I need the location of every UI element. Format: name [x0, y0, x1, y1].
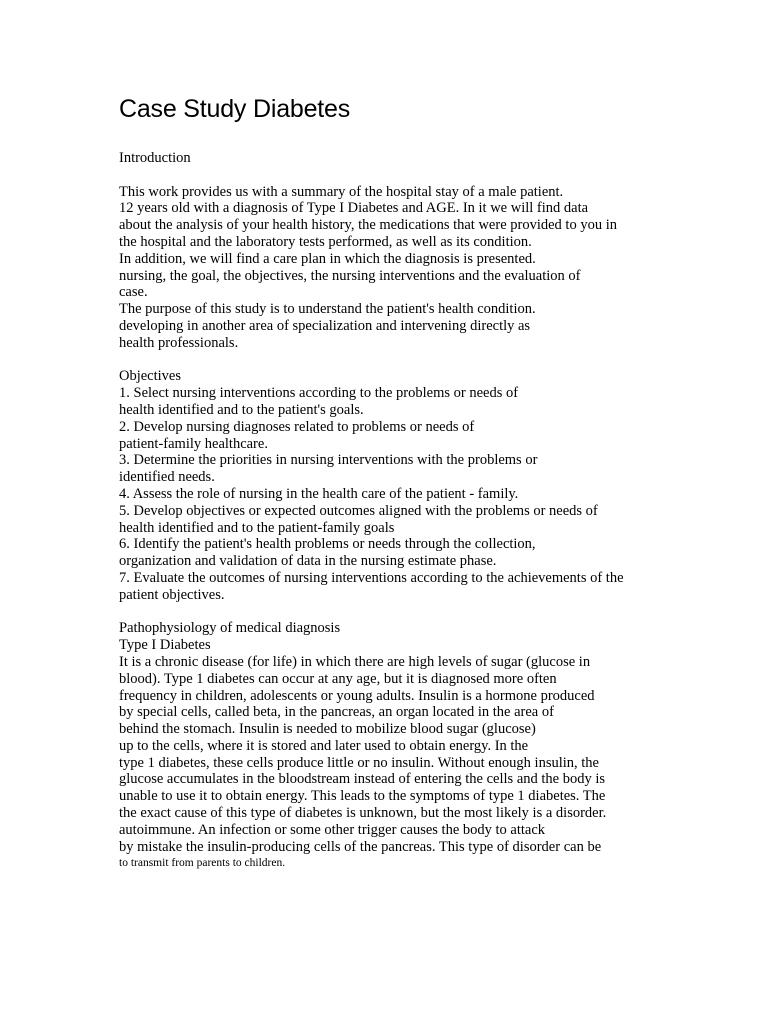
text-line: 4. Assess the role of nursing in the health care of the patient - family.: [119, 485, 519, 502]
text-line: case.: [119, 284, 148, 301]
text-line: patient objectives.: [119, 586, 225, 603]
text-line: unable to use it to obtain energy. This leads to the symptoms of type 1 diabetes. The: [119, 788, 606, 805]
text-line: health professionals.: [119, 334, 239, 351]
text-line: health identified and to the patient-family goals: [119, 519, 395, 536]
text-line: The purpose of this study is to understand the patient's health condition.: [119, 301, 536, 318]
text-line: up to the cells, where it is stored and later used to obtain energy. In the: [119, 737, 529, 754]
text-line: identified needs.: [119, 469, 215, 486]
text-line: blood). Type 1 diabetes can occur at any age, but it is diagnosed more often: [119, 670, 557, 687]
text-line: 5. Develop objectives or expected outcomes aligned with the problems or needs of: [119, 502, 598, 519]
section-heading-objectives: Objectives: [119, 368, 182, 385]
text-line: 12 years old with a diagnosis of Type I Diabetes and AGE. In it we will find data: [119, 200, 589, 217]
text-line: autoimmune. An infection or some other trigger causes the body to attack: [119, 821, 546, 838]
text-line-small: to transmit from parents to children.: [119, 857, 286, 870]
text-line: In addition, we will find a care plan in which the diagnosis is presented.: [119, 250, 536, 267]
text-line: the hospital and the laboratory tests performed, as well as its condition.: [119, 233, 532, 250]
subheading-type-1-diabetes: Type I Diabetes: [119, 637, 211, 654]
text-line: This work provides us with a summary of the hospital stay of a male patient.: [119, 183, 564, 200]
text-line: 3. Determine the priorities in nursing interventions with the problems or: [119, 452, 538, 469]
section-heading-introduction: Introduction: [119, 150, 191, 166]
text-line: about the analysis of your health history, the medications that were provided to you in: [119, 217, 617, 234]
text-line: 7. Evaluate the outcomes of nursing interventions according to the achievements of the: [119, 569, 624, 586]
document-body: [119, 150, 679, 872]
text-line: glucose accumulates in the bloodstream instead of entering the cells and the body is: [119, 771, 606, 788]
text-line: 1. Select nursing interventions according to the problems or needs of: [119, 385, 519, 402]
text-line: nursing, the goal, the objectives, the nursing interventions and the evaluation of: [119, 267, 581, 284]
text-line: developing in another area of specialization and intervening directly as: [119, 317, 531, 334]
document-page: [119, 93, 679, 872]
text-line: It is a chronic disease (for life) in which there are high levels of sugar (glucose in: [119, 653, 591, 670]
text-line: 2. Develop nursing diagnoses related to problems or needs of: [119, 418, 475, 435]
text-line: by special cells, called beta, in the pancreas, an organ located in the area of: [119, 704, 554, 721]
text-line: by mistake the insulin-producing cells of the pancreas. This type of disorder can be: [119, 838, 602, 855]
document-title: Case Study Diabetes: [119, 95, 351, 123]
text-line: the exact cause of this type of diabetes is unknown, but the most likely is a disorder.: [119, 805, 607, 822]
text-line: type 1 diabetes, these cells produce little or no insulin. Without enough insulin, the: [119, 754, 599, 771]
text-line: behind the stomach. Insulin is needed to mobilize blood sugar (glucose): [119, 721, 536, 738]
text-line: frequency in children, adolescents or young adults. Insulin is a hormone produced: [119, 687, 595, 704]
section-heading-pathophysiology: Pathophysiology of medical diagnosis: [119, 620, 341, 637]
text-line: patient-family healthcare.: [119, 435, 268, 452]
text-line: health identified and to the patient's goals.: [119, 401, 364, 418]
text-line: organization and validation of data in the nursing estimate phase.: [119, 553, 497, 570]
text-line: 6. Identify the patient's health problems or needs through the collection,: [119, 536, 536, 553]
introduction-paragraph: [119, 184, 679, 352]
pathophysiology-paragraph: [119, 654, 679, 872]
objectives-list: [119, 385, 679, 603]
